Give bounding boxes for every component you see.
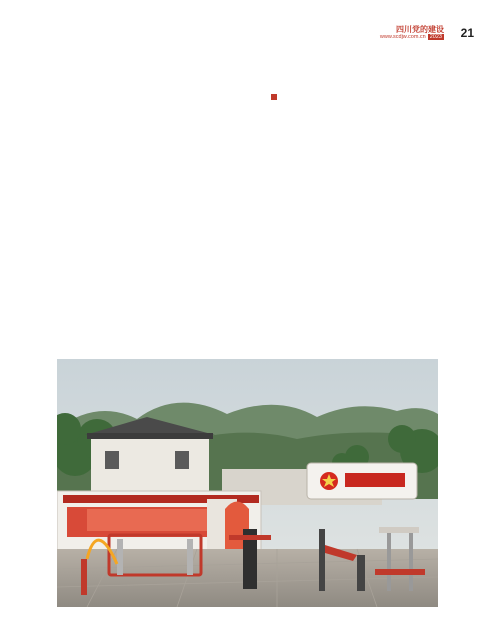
magazine-url: www.scdjw.com.cn 2023 xyxy=(379,34,442,40)
page-header xyxy=(274,24,474,46)
magazine-title: 四川党的建设 xyxy=(396,25,444,34)
year-badge: 2023 xyxy=(429,34,442,40)
village-plaza-photo xyxy=(57,359,438,607)
end-mark xyxy=(271,94,277,100)
page-number: 21 xyxy=(460,26,474,40)
right-text-column xyxy=(254,89,431,104)
paragraph xyxy=(254,89,431,104)
